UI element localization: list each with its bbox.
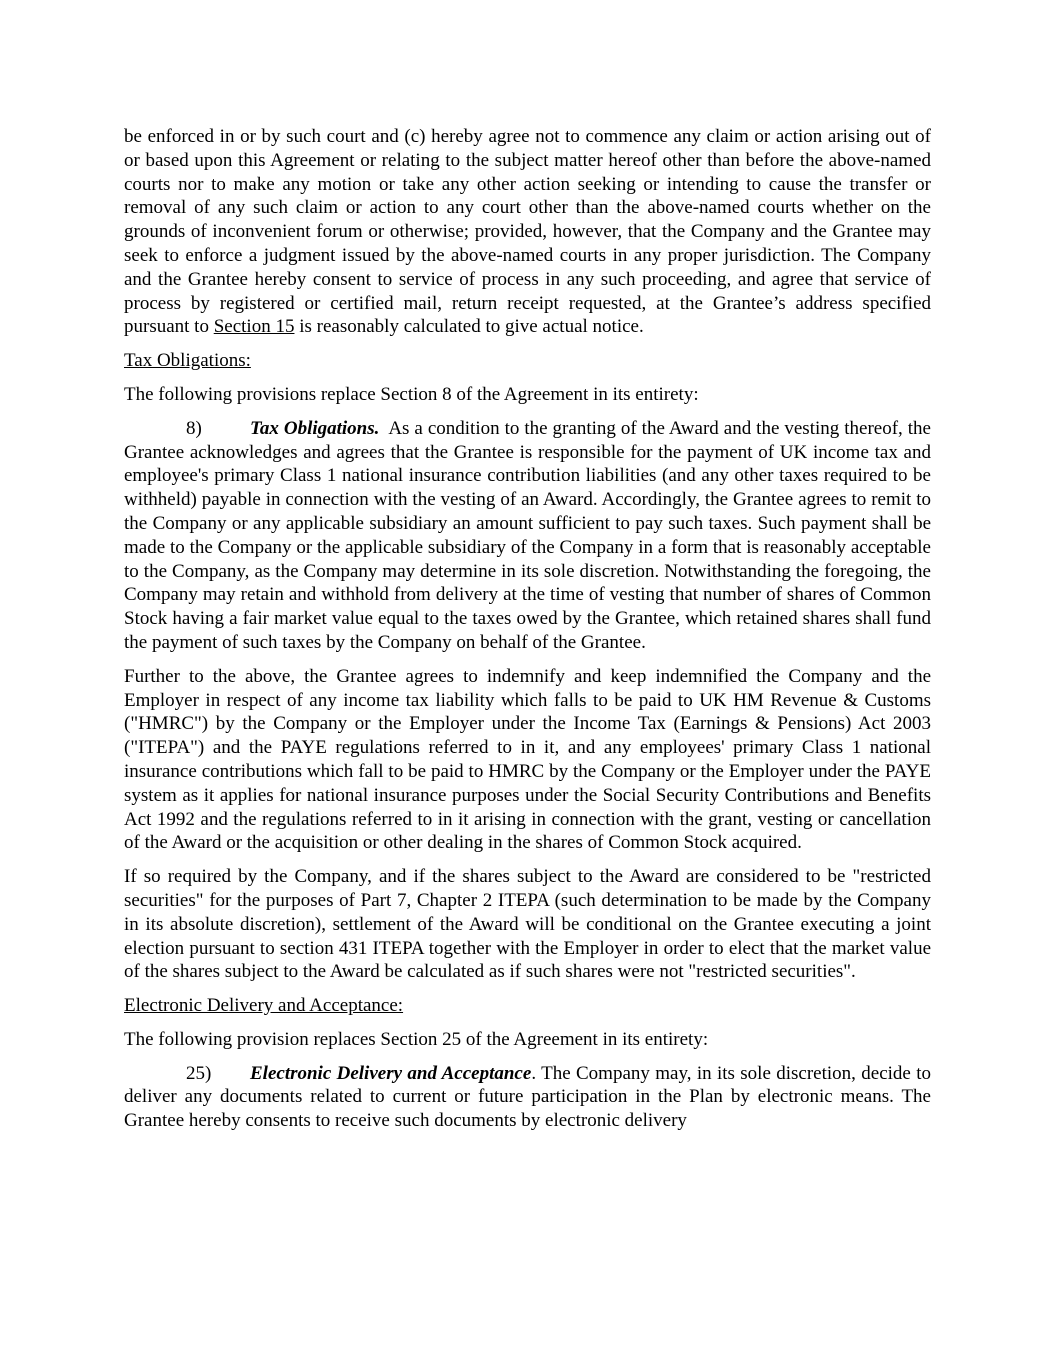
electronic-intro-paragraph: The following provision replaces Section 25 of the Agreement in its entirety: xyxy=(124,1028,709,1050)
section-body: As a condition to the granting of the Award and the vesting thereof, the Grantee acknowledges and agrees that the Grantee is responsible for the payment of UK income tax and employee's primary Class 1 national insurance contribution liabilities (and any other taxes required to be withheld) payable in connection with the vesting of an Award. Accordingly, the Grantee agrees to remit to the Company or any applicable subsidiary an amount sufficient to pay such taxes. Such payment shall be made to the Company or the applicable subsidiary of the Company in a form that is reasonably acceptable to the Company, as the Company may determine in its sole discretion. Notwithstanding the foregoing, the Company may retain and withhold from delivery at the time of vesting that number of shares of Common Stock having a fair market value equal to the taxes owed by the Grantee, which retained shares shall fund the payment of such taxes by the Company on behalf of the Grantee. xyxy=(124,417,931,653)
section-body: The Company may, in its sole discretion, decide to deliver any documents related to current or future participation in the Plan by electronic means. The Grantee hereby consents to receive such documents by electronic delivery xyxy=(124,1062,931,1132)
section-15-link[interactable]: Section 15 xyxy=(213,316,295,338)
document-page xyxy=(124,125,931,1143)
indemnify-paragraph: Further to the above, the Grantee agrees to indemnify and keep indemnified the Company and the Employer in respect of any income tax liability which falls to be paid to UK HM Revenue & Customs ("HMRC") by the Company or the Employer under the Income Tax (Earnings & Pensions) Act 2003 ("ITEPA") and the PAYE regulations referred to in it, and any employees' primary Class 1 national insurance contributions which fall to be paid to HMRC by the Company or the Employer under the PAYE system as it applies for national insurance purposes under the Social Security Contributions and Benefits Act 1992 and the regulations referred to in it arising in connection with the grant, vesting or cancellation of the Award or the acquisition or other dealing in the shares of Common Stock acquired. xyxy=(124,665,931,854)
restricted-securities-paragraph: If so required by the Company, and if the shares subject to the Award are considered to be "restricted securities" for the purposes of Part 7, Chapter 2 ITEPA (such determination to be made by the Company in its absolute discretion), settlement of the Award will be conditional on the Grantee executing a joint election pursuant to section 431 ITEPA together with the Employer in order to elect that the market value of the shares subject to the Award be calculated as if such shares were not "restricted securities". xyxy=(124,866,931,983)
jurisdiction-paragraph xyxy=(124,125,931,339)
section-title: Electronic Delivery and Acceptance xyxy=(250,1062,532,1084)
section-number: 8) xyxy=(186,417,202,439)
section-title: Tax Obligations. xyxy=(250,417,380,439)
section-number: 25) xyxy=(186,1062,212,1084)
electronic-section-paragraph xyxy=(124,1062,931,1133)
tax-obligations-heading: Tax Obligations: xyxy=(124,350,251,372)
section-title-punct: . xyxy=(531,1062,537,1084)
tax-section-paragraph xyxy=(124,417,931,655)
jurisdiction-text-end: is reasonably calculated to give actual notice. xyxy=(299,316,644,338)
tax-intro-paragraph: The following provisions replace Section 8 of the Agreement in its entirety: xyxy=(124,383,699,405)
jurisdiction-text: be enforced in or by such court and (c) hereby agree not to commence any claim or action arising out of or based upon this Agreement or relating to the subject matter hereof other than before the above-named courts nor to make any motion or take any other action seeking or intending to cause the transfer or removal of any such claim or action to any court other than the above-named courts whether on the grounds of inconvenient forum or otherwise; provided, however, that the Company and the Grantee may seek to enforce a judgment issued by the above-named courts in any proper jurisdiction. The Company and the Grantee hereby consent to service of process in any such proceeding, and agree that service of process by registered or certified mail, return receipt requested, at the Grantee’s address specified pursuant to xyxy=(124,126,931,338)
electronic-delivery-heading: Electronic Delivery and Acceptance: xyxy=(124,995,404,1017)
